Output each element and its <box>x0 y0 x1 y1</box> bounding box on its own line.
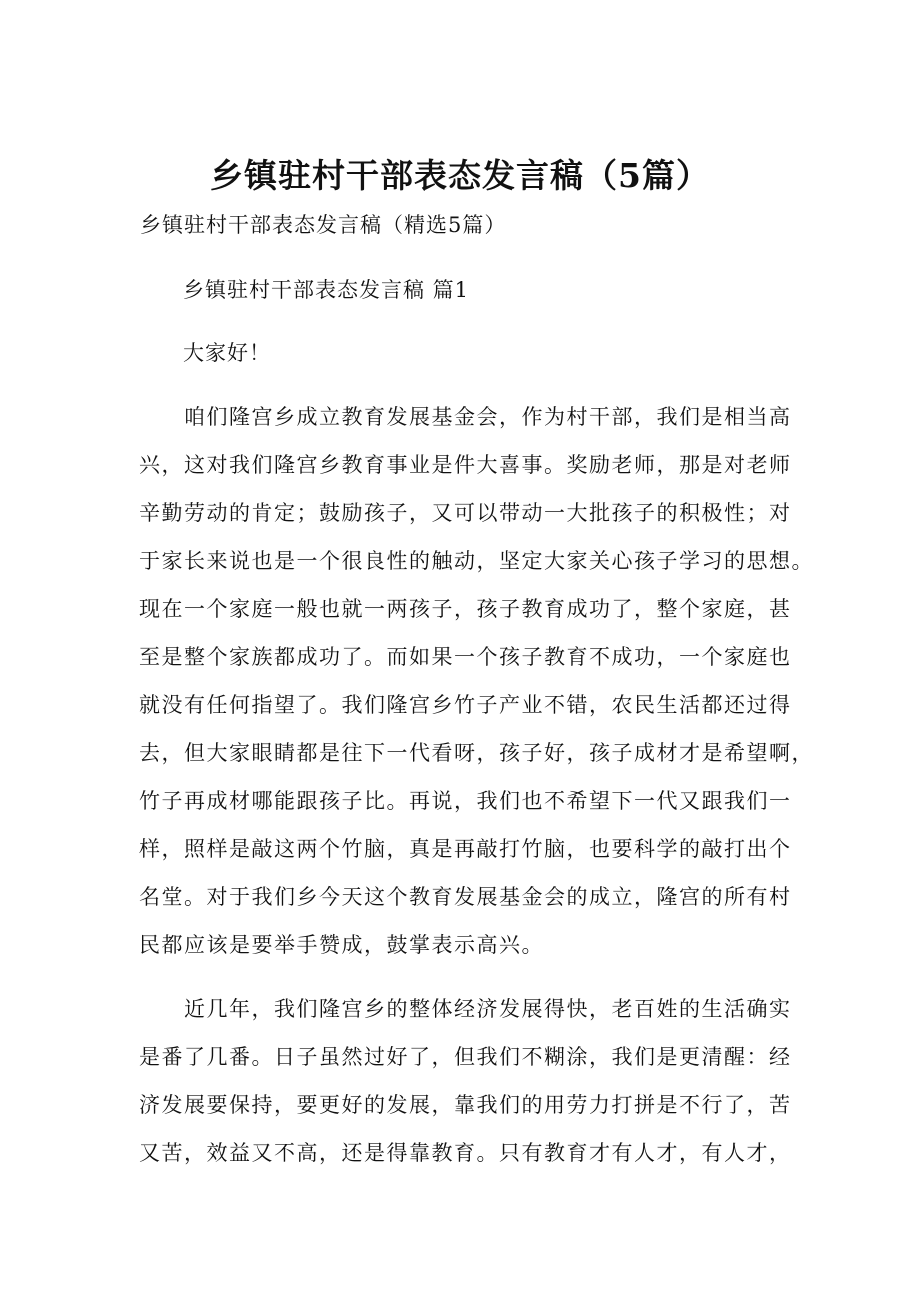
text-line: 样，照样是敲这两个竹脑，真是再敲打竹脑，也要科学的敲打出个 <box>139 837 792 861</box>
text-line: 兴，这对我们隆宫乡教育事业是件大喜事。奖励老师，那是对老师 <box>139 453 792 477</box>
body-paragraph-2 <box>139 985 799 1177</box>
body-paragraph-1 <box>139 393 814 969</box>
text-line: 于家长来说也是一个很良性的触动，坚定大家关心孩子学习的思想。 <box>139 549 814 573</box>
text-line: 至是整个家族都成功了。而如果一个孩子教育不成功，一个家庭也 <box>139 645 792 669</box>
document-title: 乡镇驻村干部表态发言稿（5篇） <box>210 156 710 195</box>
text-line: 竹子再成材哪能跟孩子比。再说，我们也不希望下一代又跟我们一 <box>139 789 792 813</box>
text-line: 咱们隆宫乡成立教育发展基金会，作为村干部，我们是相当高 <box>184 405 792 429</box>
text-line: 是番了几番。日子虽然过好了，但我们不糊涂，我们是更清醒：经 <box>139 1045 792 1069</box>
text-line: 就没有任何指望了。我们隆宫乡竹子产业不错，农民生活都还过得 <box>139 693 792 717</box>
text-line: 民都应该是要举手赞成，鼓掌表示高兴。 <box>139 933 544 957</box>
text-line: 近几年，我们隆宫乡的整体经济发展得快，老百姓的生活确实 <box>184 997 792 1021</box>
text-line: 名堂。对于我们乡今天这个教育发展基金会的成立，隆宫的所有村 <box>139 885 792 909</box>
text-line: 辛勤劳动的肯定；鼓励孩子，又可以带动一大批孩子的积极性；对 <box>139 501 792 525</box>
greeting-line: 大家好！ <box>183 341 271 365</box>
section-heading: 乡镇驻村干部表态发言稿 篇1 <box>183 278 470 302</box>
document-subtitle: 乡镇驻村干部表态发言稿（精选5篇） <box>140 213 507 237</box>
text-line: 济发展要保持，要更好的发展，靠我们的用劳力打拼是不行了，苦 <box>139 1093 792 1117</box>
text-line: 去，但大家眼睛都是往下一代看呀，孩子好，孩子成材才是希望啊， <box>139 741 814 765</box>
text-line: 又苦，效益又不高，还是得靠教育。只有教育才有人才，有人才， <box>139 1141 792 1165</box>
text-line: 现在一个家庭一般也就一两孩子，孩子教育成功了，整个家庭，甚 <box>139 597 792 621</box>
